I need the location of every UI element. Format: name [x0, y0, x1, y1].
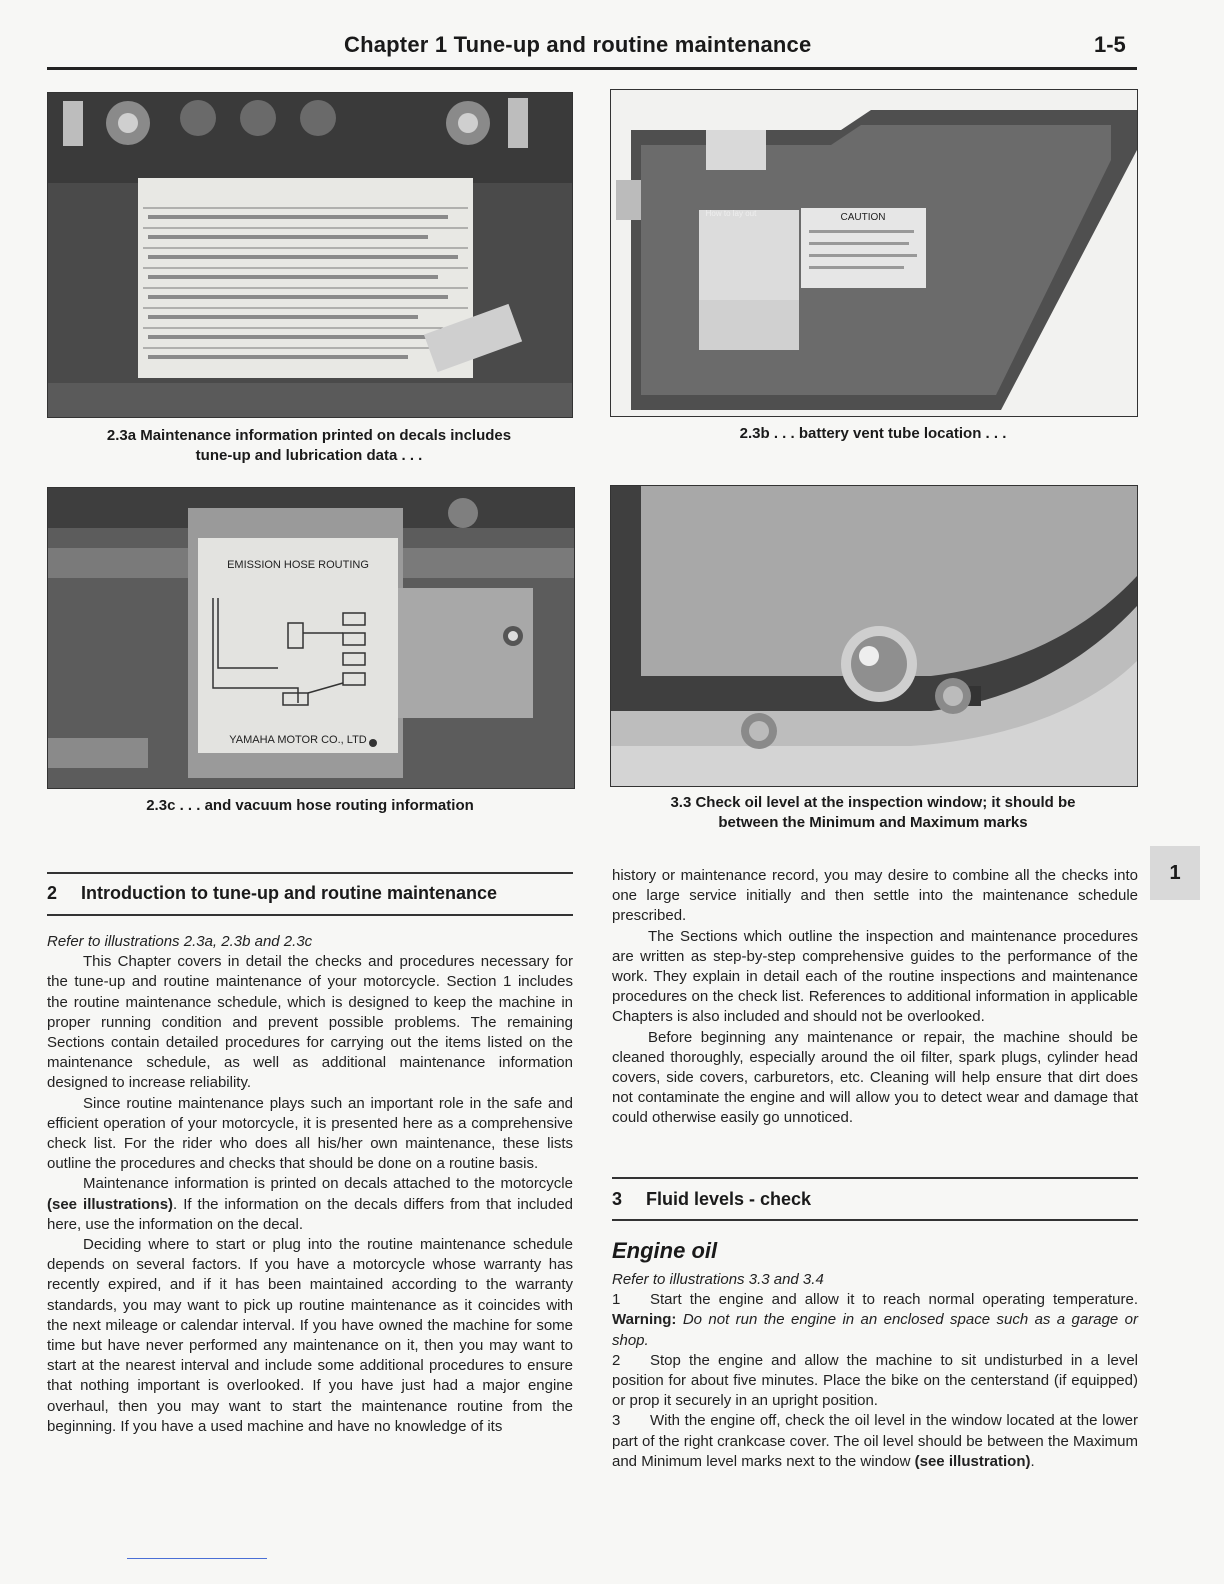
photo-oil-window	[610, 485, 1138, 787]
caption-2-3a-line1: 2.3a Maintenance information printed on decals includes	[106, 427, 512, 444]
p3-text-a: Maintenance information is printed on decals attached to the motorcycle	[83, 1175, 573, 1193]
section-2-paragraph-2: Since routine maintenance plays such an important role in the safe and efficient operation of your motorcycle, it is presented here as a comprehensive check list. For the rider who does all his/her own maintenance, these lists outline the procedures and checks that should be done on a routine basis.	[47, 1094, 573, 1173]
step-2-text: Stop the engine and allow the machine to sit undisturbed in a level position for about five minutes. Place the bike on the centerstand (if equipped) or prop it securely in an upright position.	[612, 1351, 1138, 1410]
step-3-text-b: .	[1030, 1452, 1035, 1470]
section-2-paragraph-5: history or maintenance record, you may desire to combine all the checks into one large service initially and then settle into the maintenance schedule prescribed.	[612, 867, 1138, 925]
caption-2-3a-line2: tune-up and lubrication data . . .	[195, 447, 423, 464]
p3-see-illustrations: (see illustrations)	[47, 1195, 174, 1213]
page-number: 1-5	[1094, 32, 1126, 57]
decal-emission-maker: YAMAHA MOTOR CO., LTD	[229, 734, 367, 746]
section-2-paragraph-6: The Sections which outline the inspection and maintenance procedures are written as step-by-step comprehensive guides to the performance of the work. They explain in detail each of the routine inspections and maintenance procedures on the check list. References to additional information in applicable Chapters is also included and should not be overlooked.	[612, 927, 1138, 1026]
section-3-heading	[612, 1189, 1138, 1210]
section-2-rule-bottom	[47, 914, 573, 916]
decal-emission-title: EMISSION HOSE ROUTING	[227, 559, 369, 571]
step-3-text-a: With the engine off, check the oil level in the window located at the lower part of the right crankcase cover. The oil level should be between the Maximum and Minimum level marks next to the window	[612, 1412, 1138, 1470]
step-3-number: 3	[612, 1412, 621, 1430]
section-3-ref: Refer to illustrations 3.3 and 3.4	[612, 1271, 824, 1288]
decal-layout-text: How to lay out	[705, 209, 757, 218]
section-2-paragraph-4: Deciding where to start or plug into the routine maintenance schedule depends on several factors. If you have a motorcycle whose warranty has recently expired, and if it has been maintained according to the warranty standards, you may want to pick up routine maintenance as it coincides with the next mileage or calendar interval. If you have owned the machine for some time but have never performed any maintenance on it, then you may want to start at the nearest interval and include some additional procedures to ensure that nothing important is overlooked. If you have just had a major engine overhaul, then you may want to start the maintenance routine from the beginning. If you have a used machine and have no knowledge of its	[47, 1236, 573, 1435]
section-2-paragraph-7: Before beginning any maintenance or repair, the machine should be cleaned thoroughly, especially around the oil filter, spark plugs, cylinder head covers, side covers, carburetors, etc. Cleaning will help ensure that dirt does not contaminate the engine and will allow you to detect wear and damage that could otherwise easily go unnoticed.	[612, 1028, 1138, 1127]
step-1	[612, 1290, 1138, 1351]
header-rule	[47, 67, 1137, 70]
chapter-title: Chapter 1 Tune-up and routine maintenance	[344, 32, 812, 57]
left-column-body	[47, 932, 573, 1437]
section-3-title: Fluid levels - check	[646, 1189, 812, 1209]
caption-2-3c	[47, 796, 573, 816]
step-3-see-illustration: (see illustration)	[914, 1452, 1031, 1470]
right-column-body	[612, 866, 1138, 1129]
step-1-text: Start the engine and allow it to reach normal operating temperature.	[650, 1291, 1138, 1309]
section-3-number: 3	[612, 1189, 623, 1209]
caption-3-3	[610, 793, 1136, 833]
caption-2-3c-line1: 2.3c . . . and vacuum hose routing information	[146, 797, 474, 814]
photo-battery-vent	[610, 89, 1138, 417]
photo-maintenance-decal	[47, 92, 573, 418]
caption-2-3b	[610, 424, 1136, 444]
caption-2-3a	[47, 426, 571, 466]
chapter-tab: 1	[1150, 846, 1200, 900]
caption-2-3b-line1: 2.3b . . . battery vent tube location . . .	[739, 425, 1007, 442]
section-2-title: Introduction to tune-up and routine maintenance	[81, 883, 497, 903]
step-2	[612, 1351, 1138, 1412]
engine-oil-subheading: Engine oil	[612, 1238, 718, 1263]
photo-emission-hose	[47, 487, 575, 789]
step-3	[612, 1411, 1138, 1472]
step-1-warning-text: Do not run the engine in an enclosed space such as a garage or shop.	[612, 1311, 1138, 1349]
section-3-body	[612, 1270, 1138, 1472]
section-2-paragraph-1: This Chapter covers in detail the checks and procedures necessary for the tune-up and routine maintenance of your motorcycle. Section 1 includes the routine maintenance schedule, which is designed to keep the machine in proper running condition and prevent possible problems. The remaining Sections contain detailed procedures for carrying out the items listed on the maintenance schedule, as well as additional maintenance information designed to increase reliability.	[47, 953, 573, 1092]
section-2-number: 2	[47, 883, 58, 903]
step-1-number: 1	[612, 1291, 621, 1309]
section-3-rule-top	[612, 1177, 1138, 1179]
section-3-rule-bottom	[612, 1219, 1138, 1221]
caption-3-3-line1: 3.3 Check oil level at the inspection window; it should be	[670, 794, 1076, 811]
section-2-heading	[47, 883, 573, 904]
section-2-ref: Refer to illustrations 2.3a, 2.3b and 2.3c	[47, 933, 313, 950]
section-2-rule-top	[47, 872, 573, 874]
decal-caution-text: CAUTION	[840, 212, 886, 223]
caption-3-3-line2: between the Minimum and Maximum marks	[718, 814, 1028, 831]
p3-text-b: . If the information on the decals differs from that included here, use the information on the decal.	[47, 1195, 573, 1233]
footer-link-line	[127, 1558, 267, 1559]
step-1-warning-label: Warning:	[612, 1311, 677, 1329]
section-2-paragraph-3	[47, 1174, 573, 1235]
step-2-number: 2	[612, 1351, 621, 1369]
